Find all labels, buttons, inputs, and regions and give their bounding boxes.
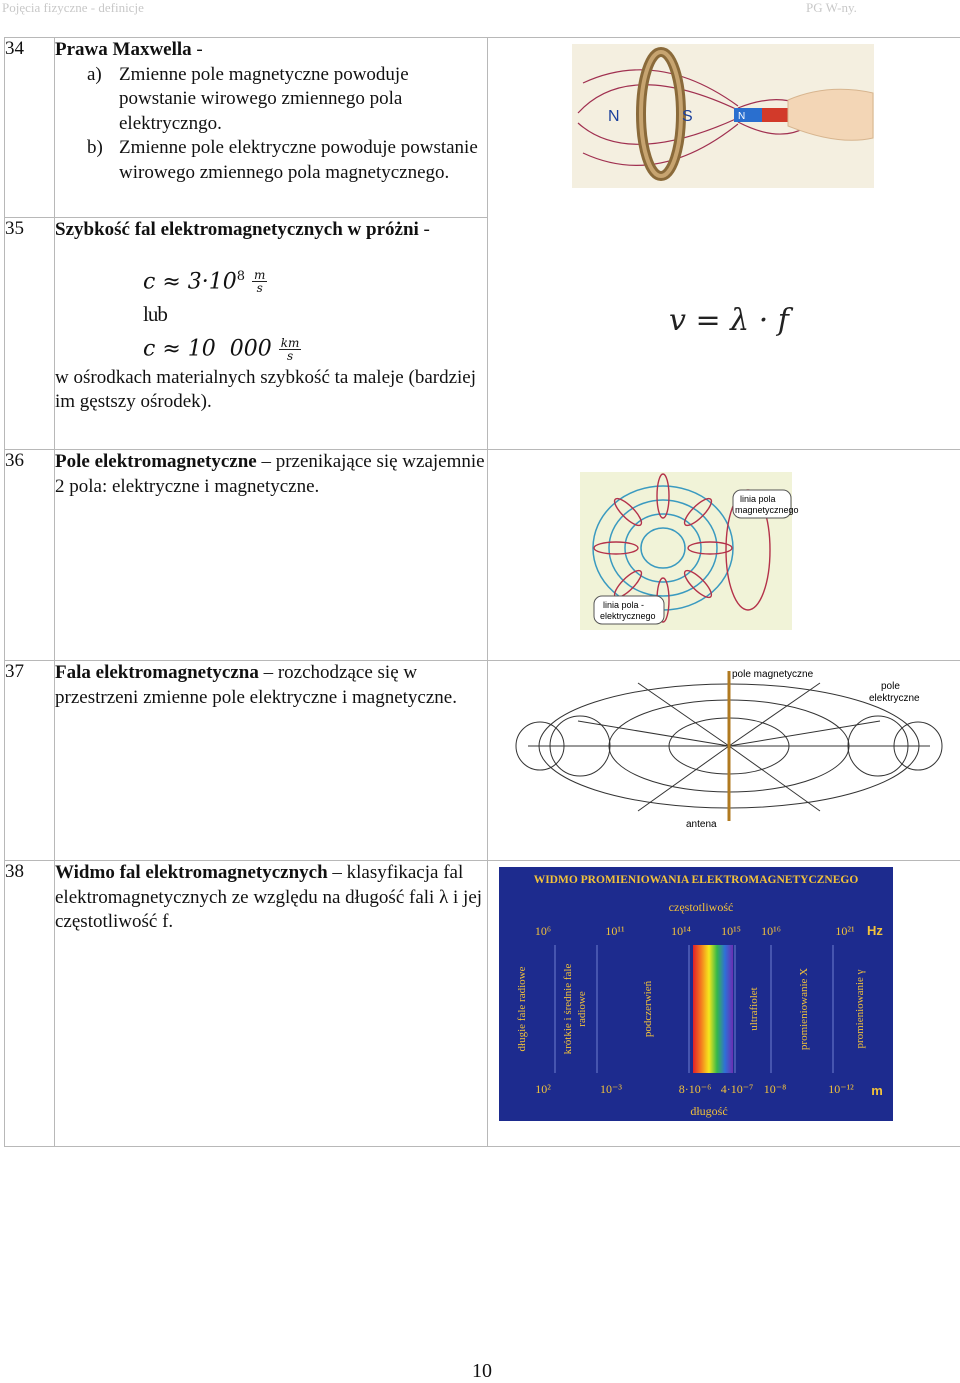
pole-s-label: S: [682, 108, 693, 125]
term-suffix: -: [192, 39, 203, 60]
magnet-n-label: N: [738, 111, 745, 122]
row-text: [55, 38, 488, 218]
length-unit: m: [871, 1083, 883, 1098]
illustration-cell: [488, 38, 960, 450]
term: Szybkość fal elektromagnetycznych w próżni: [55, 219, 419, 240]
label-antenna: antena: [686, 819, 717, 830]
label-magnetic-line-2: magnetycznego: [735, 505, 799, 515]
row-number: 37: [5, 661, 55, 861]
pole-n-label: N: [608, 108, 620, 125]
medium-note: w ośrodkach materialnych szybkość ta maleje (bardziej im gęstszy ośrodek).: [55, 366, 487, 415]
page-number: 10: [472, 1360, 492, 1383]
spectrum-band-label: podczerwień: [642, 980, 654, 1037]
row-text: Szybkość fal elektromagnetycznych w próżni - $c \approx 3\cdot 10^8$ $\frac{m}{s}$ lub c ≈ 10 000 $\frac{km}{s}$ w ośrodkach materialnych szybkość ta maleje (bardziej im gęstszy ośrodek).: [55, 218, 488, 450]
spectrum-band-label: promieniowanie X: [798, 968, 810, 1050]
spectrum-band-label: krótkie i średnie fale radiowe: [562, 964, 588, 1055]
label-electric-field-2: elektryczne: [869, 693, 920, 704]
formula-c-kms: c ≈ 10 000 $\frac{km}{s}$: [143, 337, 487, 362]
length-tick: 10²: [535, 1082, 551, 1096]
label-magnetic-field: pole magnetyczne: [732, 669, 814, 680]
row-number: 34: [5, 38, 55, 218]
row-38: [5, 861, 960, 1147]
row-text: Widmo fal elektromagnetycznych – klasyfikacja fal elektromagnetycznych ze względu na długość fali λ i jej częstotliwość f.: [55, 861, 488, 1147]
label-electric-line-1: linia pola -: [603, 600, 644, 610]
length-label: długość: [690, 1104, 727, 1118]
spectrum-band-label: ultrafiolet: [748, 987, 760, 1030]
length-tick: 10⁻¹²: [828, 1082, 854, 1096]
antenna-wave-illustration: [488, 661, 960, 861]
formula-v-lambda-f: v = λ · f: [669, 303, 794, 338]
page-header: [0, 0, 960, 20]
label-electric-line-2: elektrycznego: [600, 611, 656, 621]
row-text: Fala elektromagnetyczna – rozchodzące się w przestrzeni zmienne pole elektryczne i magnetyczne.: [55, 661, 488, 861]
frequency-unit: Hz: [867, 923, 883, 938]
length-tick: 10⁻⁸: [764, 1082, 787, 1096]
row-number: 35: [5, 218, 55, 450]
row-number: 36: [5, 450, 55, 661]
frequency-tick: 10⁶: [535, 924, 551, 938]
row-36: [5, 450, 960, 661]
label-magnetic-line-1: linia pola: [740, 494, 776, 504]
row-text: Pole elektromagnetyczne – przenikające się wzajemnie 2 pola: elektryczne i magnetyczne.: [55, 450, 488, 661]
length-tick: 8·10⁻⁶: [679, 1082, 712, 1096]
formula-c-ms: $c \approx 3\cdot 10^8$ $\frac{m}{s}$: [143, 265, 487, 295]
spectrum-heading: WIDMO PROMIENIOWANIA ELEKTROMAGNETYCZNEGO: [534, 874, 859, 886]
term: Widmo fal elektromagnetycznych: [55, 862, 328, 883]
formulas: [55, 265, 487, 362]
header-title: Pojęcia fizyczne - definicje: [2, 0, 144, 16]
spectrum-band-label: promieniowanie γ: [854, 969, 866, 1048]
frequency-tick: 10¹⁴: [671, 924, 691, 938]
frequency-tick: 10²¹: [835, 924, 855, 938]
magnet-ring-illustration: [488, 38, 960, 450]
or-label: lub: [143, 302, 487, 327]
label-electric-field-1: pole: [881, 681, 900, 692]
row-number: 38: [5, 861, 55, 1147]
header-right: PG W-ny.: [806, 0, 857, 16]
frequency-tick: 10¹¹: [605, 924, 625, 938]
frequency-tick: 10¹⁶: [761, 924, 781, 938]
em-spectrum-diagram: [499, 867, 893, 1121]
em-field-illustration: [488, 450, 960, 660]
illustration-cell: [488, 450, 960, 661]
frequency-tick: 10¹⁵: [721, 924, 741, 938]
spectrum-band-label: długie fale radiowe: [516, 966, 528, 1051]
visible-light-band: [693, 945, 733, 1073]
term: Pole elektromagnetyczne: [55, 451, 257, 472]
length-tick: 10⁻³: [600, 1082, 622, 1096]
frequency-label: częstotliwość: [669, 900, 734, 914]
length-tick: 4·10⁻⁷: [721, 1082, 754, 1096]
row-34: [5, 38, 960, 218]
illustration-cell: [488, 861, 960, 1147]
sub-item-b: b) Zmienne pole elektryczne powoduje powstanie wirowego zmiennego pola magnetycznego.: [55, 136, 487, 185]
term: Fala elektromagnetyczna: [55, 662, 259, 683]
definitions-table: [4, 37, 960, 1147]
sub-item-a: a) Zmienne pole magnetyczne powoduje powstanie wirowego zmiennego pola elektryczngo.: [55, 63, 487, 137]
term: Prawa Maxwella: [55, 39, 192, 60]
row-37: [5, 661, 960, 861]
illustration-cell: [488, 661, 960, 861]
